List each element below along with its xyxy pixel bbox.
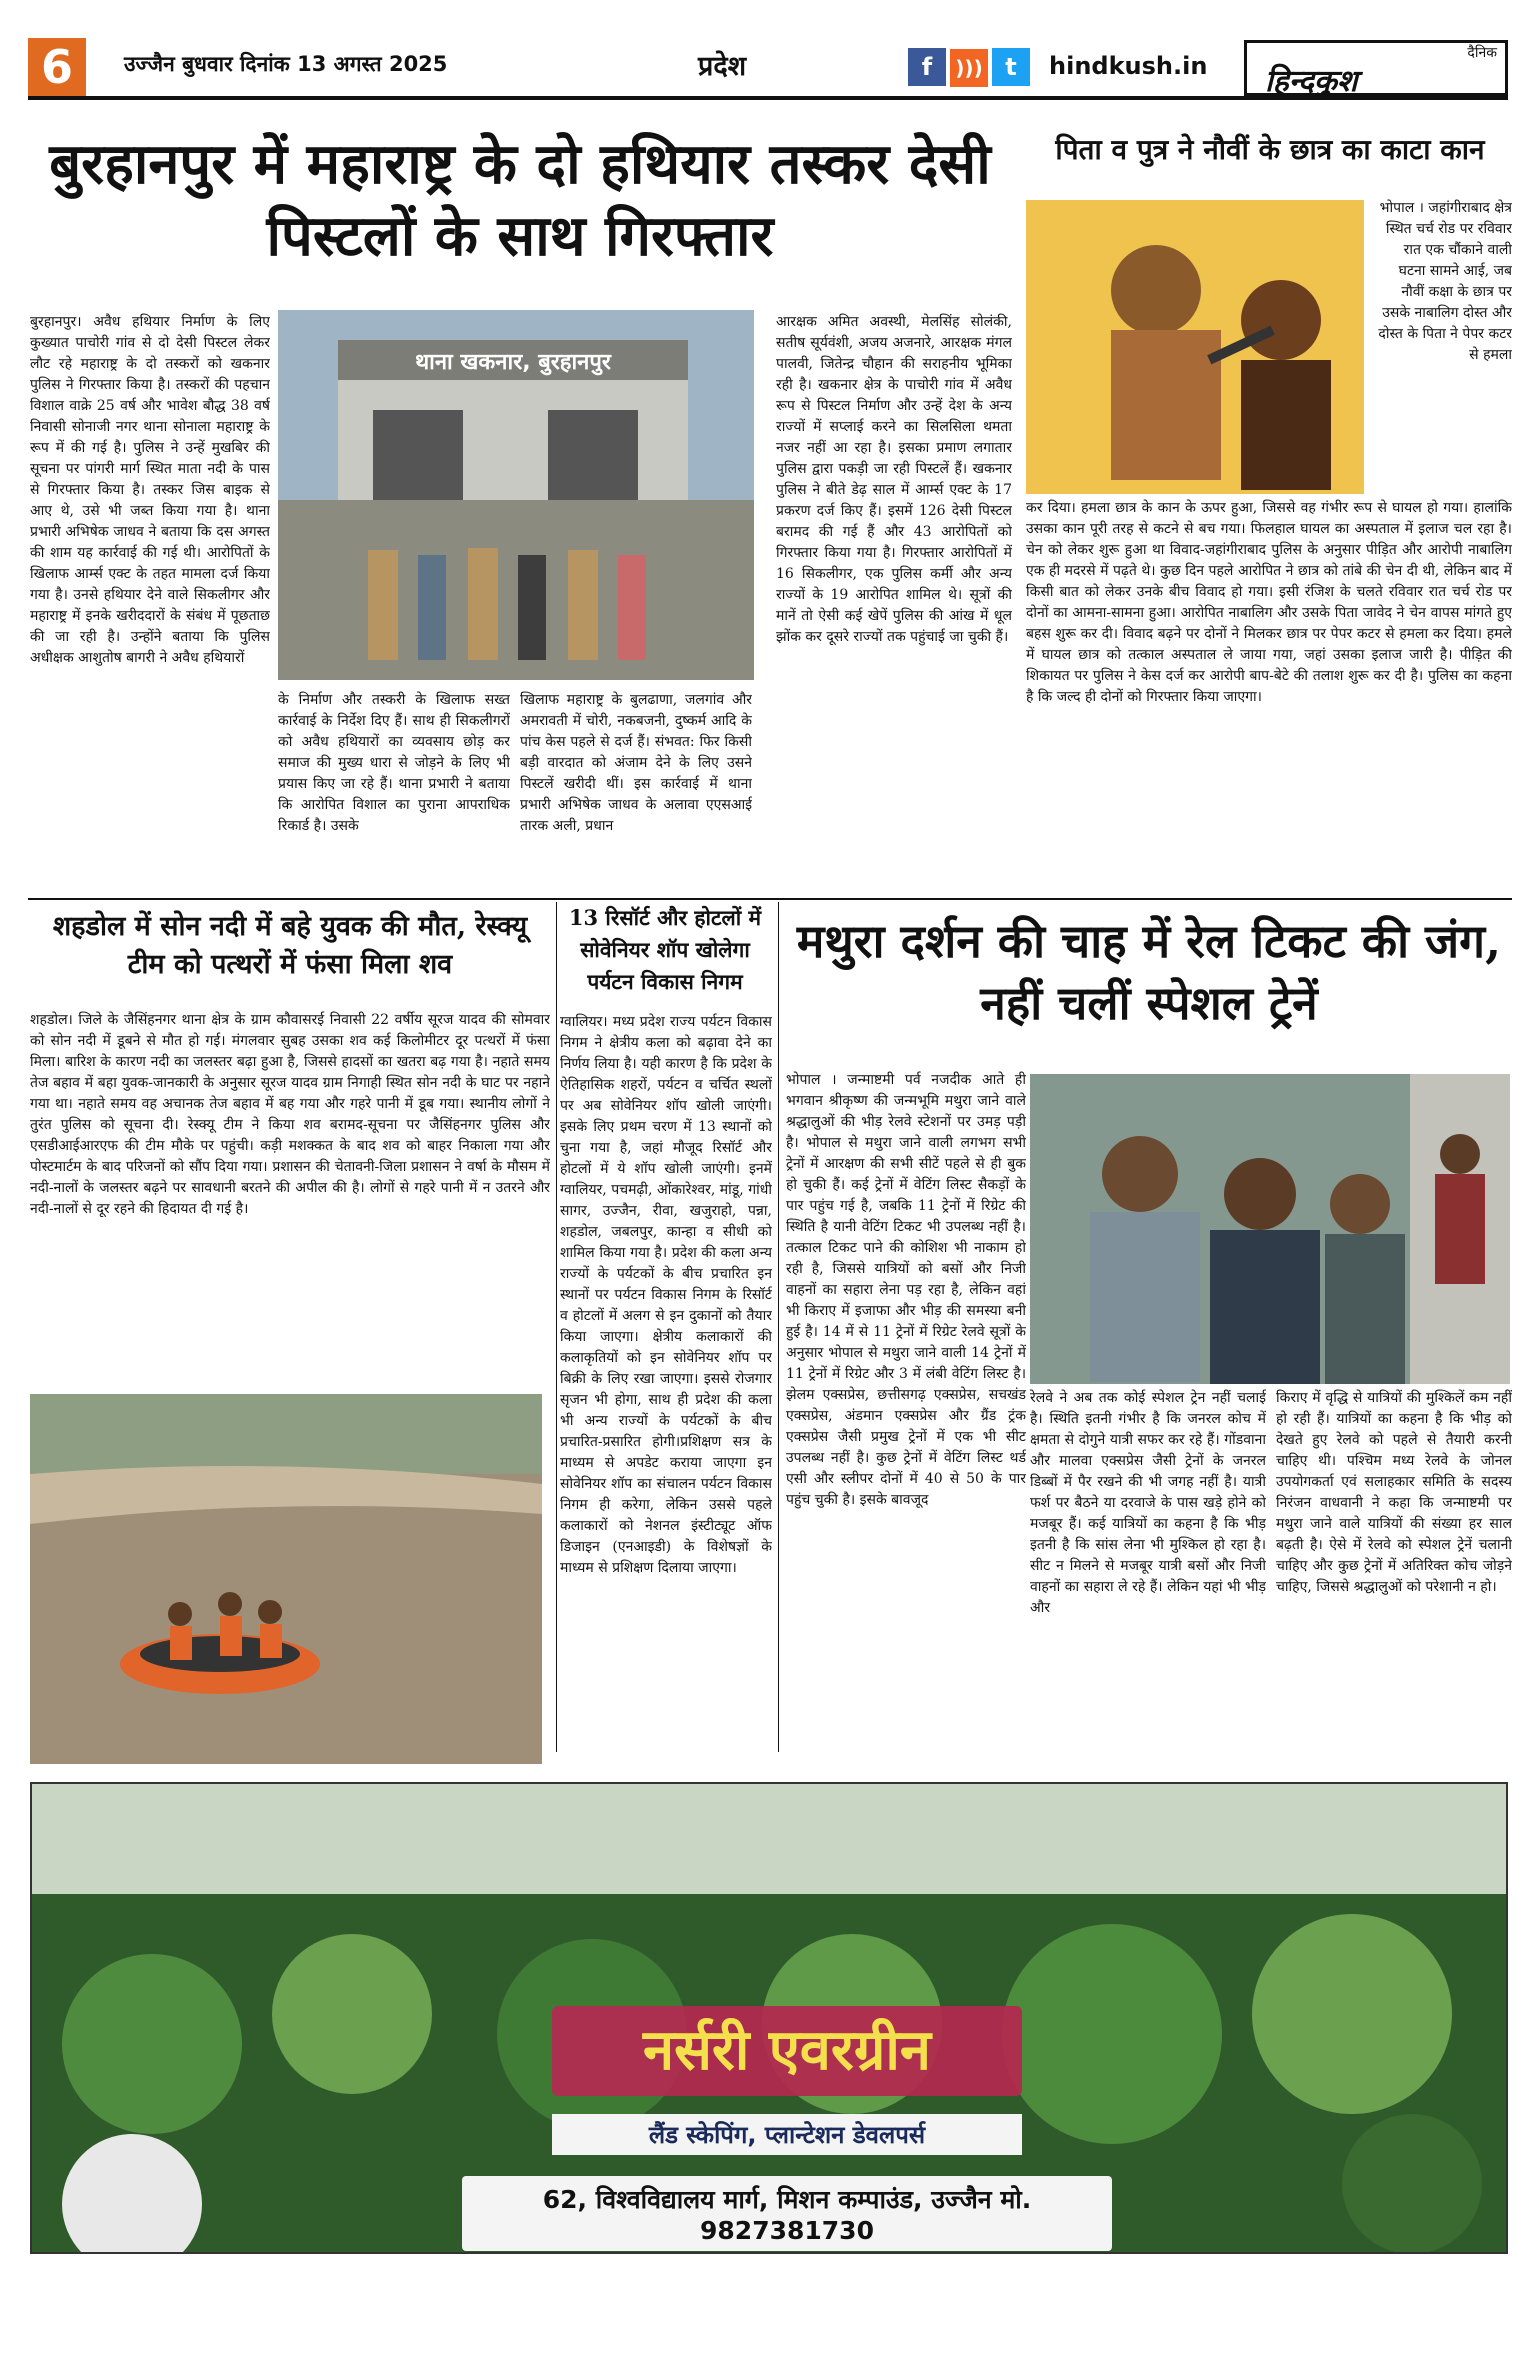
newspaper-logo (1244, 40, 1508, 99)
social-icons (908, 48, 1034, 86)
ad-title: नर्सरी एवरग्रीन (642, 2017, 932, 2083)
logo-main-text: हिन्दकुश (1265, 64, 1358, 99)
main-headline: बुरहानपुर में महाराष्ट्र के दो हथियार तस्कर देसी पिस्टलों के साथ गिरफ्तार (49, 131, 991, 269)
train-crowd-illustration (1030, 1074, 1510, 1384)
ad-address: 62, विश्वविद्यालय मार्ग, मिशन कम्पाउंड, उज्जैन मो. 9827381730 (462, 2176, 1112, 2251)
mathura-story-col3 (1276, 1388, 1512, 1760)
twitter-icon[interactable]: t (992, 48, 1030, 86)
section-name: प्रदेश (698, 51, 747, 82)
river-rescue-photo (30, 1394, 542, 1764)
main-story-col2 (278, 690, 510, 890)
main-story-text: खिलाफ महाराष्ट्र के बुलढाणा, जलगांव और अमरावती में चोरी, नकबजनी, दुष्कर्म आदि के पांच केस पहले से दर्ज हैं। संभवत: फिर किसी बड़ी वारदात को अंजाम देने के लिए उसने पिस्टलें खरीदी थीं। इस कार्रवाई में थाना प्रभारी अभिषेक जाधव के अलावा एएसआई तारक अली, प्रधान (520, 692, 752, 834)
train-crowd-photo (1030, 1074, 1510, 1384)
attack-illustration (1026, 200, 1364, 494)
dateline: उज्जैन बुधवार दिनांक 13 अगस्त 2025 (124, 52, 448, 76)
mathura-headline: मथुरा दर्शन की चाह में रेल टिकट की जंग, नहीं चलीं स्पेशल ट्रेनें (796, 914, 1502, 1030)
resort-story (560, 1012, 772, 1756)
mathura-story-col1 (786, 1070, 1026, 1760)
ear-story-body (1026, 498, 1512, 870)
shahdol-headline: शहडोल में सोन नदी में बहे युवक की मौत, रेस्क्यू टीम को पत्थरों में फंसा मिला शव (52, 911, 528, 980)
ear-story-headline: पिता व पुत्र ने नौवीं के छात्र का काटा कान (1055, 133, 1485, 166)
mathura-story-text: किराए में वृद्धि से यात्रियों की मुश्किलें कम नहीं हो रही हैं। यात्रियों का कहना है कि भीड़ को देखते हुए रेलवे को पहले से तैयारी करनी चाहिए थी। पश्चिम मध्य रेलवे के जोनल उपयोगकर्ता एवं सलाहकार समिति के सदस्य निरंजन वाधवानी ने कहा कि जन्माष्टमी पर मथुरा जाने वाले यात्रियों की संख्या हर साल बढ़ती है। ऐसे में रेलवे को स्पेशल ट्रेनें चलानी चाहिए और कुछ ट्रेनों में अतिरिक्त कोच जोड़ने चाहिए, जिससे श्रद्धालुओं को परेशानी न हो। (1276, 1390, 1512, 1595)
main-story-col1 (30, 312, 270, 892)
ear-story-side (1376, 198, 1512, 498)
column-divider (556, 902, 557, 1752)
page-number: 6 (28, 38, 86, 96)
ear-story-illustration (1026, 200, 1364, 494)
nursery-advertisement[interactable] (30, 1782, 1508, 2254)
resort-headline: 13 रिसॉर्ट और होटलों में सोवेनियर शॉप खोलेगा पर्यटन विकास निगम (568, 905, 762, 994)
main-story-col4 (776, 312, 1012, 892)
main-story-col3 (520, 690, 752, 890)
shahdol-story (30, 1010, 550, 1382)
main-story-text: के निर्माण और तस्करी के खिलाफ सख्त कार्रवाई के निर्देश दिए हैं। साथ ही सिकलीगरों को अवैध हथियारों का व्यवसाय छोड़ कर समाज की मुख्य धारा से जोड़ने के लिए भी प्रयास किए जा रहे हैं। थाना प्रभारी ने बताया कि आरोपित विशाल का पुराना आपराधिक रिकार्ड है। उसके (278, 692, 510, 834)
resort-story-text: ग्वालियर। मध्य प्रदेश राज्य पर्यटन विकास निगम ने क्षेत्रीय कला को बढ़ावा देने का निर्णय लिया है। यही कारण है कि प्रदेश के ऐतिहासिक शहरों, पर्यटन व चर्चित स्थलों पर अब सोवेनियर शॉप खोली जाएंगी। इसके लिए प्रथम चरण में 13 स्थानों को चुना गया है, जहां मौजूद रिसॉर्ट और होटलों में ये शॉप खोली जाएंगी। इनमें ग्वालियर, पचमढ़ी, ओंकारेश्वर, मांडू, गांधी सागर, उज्जैन, रीवा, खजुराहो, पन्ना, शहडोल, जबलपुर, कान्हा व सीधी को शामिल किया गया है। प्रदेश की कला अन्य राज्यों के पर्यटकों के बीच प्रचारित इन स्थानों पर पर्यटन विकास निगम के रिसॉर्ट व होटलों में अलग से इन दुकानों को तैयार किया जाएगा। क्षेत्रीय कलाकारों की कलाकृतियों को इन सोवेनियर शॉप पर बिक्री के लिए रखा जाएगा। इससे रोजगार सृजन भी होगा, साथ ही प्रदेश की कला भी अन्य राज्यों के पर्यटकों के बीच प्रचारित-प्रसारित होगी।प्रशिक्षण सत्र के माध्यम से अपडेट कराया जाएगा इन सोवेनियर शॉप का संचालन पर्यटन विकास निगम ही करेगा, लेकिन उससे पहले कलाकारों को नेशनल इंस्टीट्यूट ऑफ डिजाइन (एनआइडी) के विशेषज्ञों के माध्यम से प्रशिक्षण दिलाया जाएगा। (560, 1014, 772, 1576)
website-link[interactable]: hindkush.in (1049, 52, 1208, 80)
logo-small-text: दैनिक (1467, 45, 1497, 61)
row-divider (28, 898, 1512, 900)
main-story-text: आरक्षक अमित अवस्थी, मेलसिंह सोलंकी, सतीष सूर्यवंशी, अजय अजनारे, आरक्षक मंगल पालवी, जितेन्द्र चौहान की सराहनीय भूमिका रही है। खकनार क्षेत्र के पाचोरी गांव में अवैध रूप से पिस्टल निर्माण और उन्हें देश के अन्य राज्यों में सप्लाई करने का सिलसिला थमता नजर नहीं आ रहा है। इसका प्रमाण लगातार पुलिस द्वारा पकड़ी जा रही पिस्टलें हैं। खकनार पुलिस ने बीते डेढ़ साल में आर्म्स एक्ट के 17 प्रकरण दर्ज किए हैं। इसमें 126 देसी पिस्टल बरामद की गई हैं और 43 आरोपितों को गिरफ्तार किया गया है। गिरफ्तार आरोपितों में 16 सिकलीगर, एक पुलिस कर्मी और अन्य राज्यों के 19 आरोपित शामिल थे। सूत्रों की मानें तो ऐसी कई खेपें पुलिस की आंख में धूल झोंक कर दूसरे राज्यों तक पहुंचाई जा चुकी हैं। (776, 314, 1012, 645)
ad-tagline: लैंड स्केपिंग, प्लान्टेशन डेवलपर्स (552, 2114, 1022, 2155)
main-story-text: बुरहानपुर। अवैध हथियार निर्माण के लिए कुख्यात पाचोरी गांव से दो देसी पिस्टल लेकर लौट रहे महाराष्ट्र के दो तस्करों को खकनार पुलिस ने गिरफ्तार किया है। तस्करों की पहचान विशाल वाक्रे 25 वर्ष और भावेश बौद्ध 38 वर्ष निवासी सोनाजी नगर थाना सोनाला महाराष्ट्र के रूप में की गई है। पुलिस ने उन्हें मुखबिर की सूचना पर पांगरी मार्ग स्थित माता नदी के पास से गिरफ्तार किया है। तस्कर जिस बाइक से आए थे, उसे भी जब्त किया गया है। थाना प्रभारी अभिषेक जाधव ने बताया कि दस अगस्त की शाम यह कार्रवाई की गई थी। आरोपितों के खिलाफ आर्म्स एक्ट के तहत मामला दर्ज किया गया है। उनसे हथियार देने वाले सिकलीगर और महाराष्ट्र में इनके खरीददारों के संबंध में पूछताछ की जा रही है। उन्होंने बताया कि पुलिस अधीक्षक आशुतोष बागरी ने अवैध हथियारों (30, 314, 270, 666)
rss-icon[interactable]: ))) (950, 49, 988, 87)
police-station-photo (278, 310, 754, 680)
ear-story-text: कर दिया। हमला छात्र के कान के ऊपर हुआ, जिससे वह गंभीर रूप से घायल हो गया। हालांकि उसका कान पूरी तरह से कटने से बच गया। फिलहाल घायल का अस्पताल में इलाज चल रहा है। चेन को लेकर शुरू हुआ था विवाद-जहांगीराबाद पुलिस के अनुसार पीड़ित और आरोपी नाबालिग एक ही मदरसे में पढ़ते थे। कुछ दिन पहले आरोपित ने छात्र को तांबे की चेन दी थी, लेकिन बाद में किसी बात को लेकर उनके बीच विवाद हो गया। इसी रंजिश के चलते रविवार रात चर्च रोड पर दोनों का आमना-सामना हुआ। आरोपित नाबालिग और उसके पिता जावेद ने चेन वापस मांगते हुए बहस शुरू कर दी। विवाद बढ़ने पर दोनों ने मिलकर छात्र पर पेपर कटर से हमला कर दिया। हमले में घायल छात्र को तत्काल अस्पताल ले जाया गया, जहां उसका इलाज जारी है। पीड़ित की शिकायत पर पुलिस ने केस दर्ज कर आरोपी बाप-बेटे की तलाश शुरू कर दी है। पुलिस का कहना है कि जल्द ही दोनों को गिरफ्तार किया जाएगा। (1026, 500, 1512, 705)
mathura-story-text: भोपाल । जन्माष्टमी पर्व नजदीक आते ही भगवान श्रीकृष्ण की जन्मभूमि मथुरा जाने वाले श्रद्धालुओं की भीड़ रेलवे स्टेशनों पर उमड़ पड़ी है। भोपाल से मथुरा जाने वाली लगभग सभी ट्रेनों में आरक्षण की सभी सीटें पहले से ही बुक हो चुकी हैं। कई ट्रेनों में वेटिंग लिस्ट सैकड़ों के पार पहुंच गई है, जबकि 11 ट्रेनों में रिग्रेट की स्थिति है यानी वेटिंग टिकट भी उपलब्ध नहीं है। तत्काल टिकट पाने की कोशिश भी नाकाम हो रही है, जिससे यात्रियों को बसों और निजी वाहनों का सहारा लेना पड़ रहा है, लेकिन वहां भी किराए में इजाफा और भीड़ की समस्या बनी हुई है। 14 में से 11 ट्रेनों में रिग्रेट रेलवे सूत्रों के अनुसार भोपाल से मथुरा जाने वाली 14 ट्रेनों में 11 ट्रेनों में रिग्रेट और 3 में लंबी वेटिंग लिस्ट है। झेलम एक्सप्रेस, छत्तीसगढ़ एक्सप्रेस, सचखंड एक्सप्रेस, अंडमान एक्सप्रेस और ग्रैंड ट्रंक एक्सप्रेस जैसी प्रमुख ट्रेनों में एक भी सीट उपलब्ध नहीं है। कुछ ट्रेनों में वेटिंग लिस्ट थर्ड एसी और स्लीपर दोनों में 40 से 50 के पार पहुंच चुकी है। इसके बावजूद (786, 1072, 1026, 1508)
masthead (28, 38, 1508, 100)
facebook-icon[interactable]: f (908, 48, 946, 86)
mathura-story-col2 (1030, 1388, 1266, 1760)
ear-story-side-text: भोपाल । जहांगीराबाद क्षेत्र स्थित चर्च रोड पर रविवार रात एक चौंकाने वाली घटना सामने आई, जब नौवीं कक्षा के छात्र पर उसके नाबालिग दोस्त और दोस्त के पिता ने पेपर कटर से हमला (1378, 200, 1512, 363)
mathura-story-text: रेलवे ने अब तक कोई स्पेशल ट्रेन नहीं चलाई है। स्थिति इतनी गंभीर है कि जनरल कोच में क्षमता से दोगुने यात्री सफर कर रहे हैं। गोंडवाना और मालवा एक्सप्रेस जैसी ट्रेनों के जनरल डिब्बों में पैर रखने की भी जगह नहीं है। यात्री फर्श पर बैठने या दरवाजे के पास खड़े होने को मजबूर हैं। कई यात्रियों का कहना है कि भीड़ इतनी है कि सांस लेना भी मुश्किल हो रहा है। सीट न मिलने से मजबूर यात्री बसों और निजी वाहनों का सहारा ले रहे हैं। लेकिन यहां भी भीड़ और (1030, 1390, 1266, 1616)
police-station-sign: थाना खकनार, बुरहानपुर (415, 350, 611, 375)
shahdol-story-text: शहडोल। जिले के जैसिंहनगर थाना क्षेत्र के ग्राम कौवासरई निवासी 22 वर्षीय सूरज यादव की सोमवार को सोन नदी में डूबने से मौत हो गई। मंगलवार सुबह उसका शव कई किलोमीटर दूर पत्थरों में फंसा मिला। बारिश के कारण नदी का जलस्तर बढ़ा हुआ है, जिससे हादसों का खतरा बढ़ गया है। नहाते समय तेज बहाव में बहा युवक-जानकारी के अनुसार सूरज यादव ग्राम निगाही स्थित सोन नदी के घाट पर नहाने गया था। नहाते समय वह अचानक तेज बहाव में बह गया और गहरे पानी में डूब गया। स्थानीय लोगों ने तुरंत पुलिस को सूचना दी। रेस्क्यू टीम ने किया शव बरामद-सूचना पर जैसिंहनगर पुलिस और एसडीआईआरएफ की टीम मौके पर पहुंची। कड़ी मशक्कत के बाद शव को बाहर निकाला गया और पोस्टमार्टम के बाद परिजनों को सौंप दिया गया। प्रशासन की चेतावनी-जिला प्रशासन ने वर्षा के मौसम में नदी-नालों के जलस्तर बढ़ने पर सावधानी बरतने की अपील की है। लोगों से गहरे पानी में न उतरने और नदी-नालों से दूर रहने की हिदायत दी गई है। (30, 1012, 550, 1217)
column-divider (778, 902, 779, 1752)
rescue-boat-illustration (30, 1394, 542, 1764)
